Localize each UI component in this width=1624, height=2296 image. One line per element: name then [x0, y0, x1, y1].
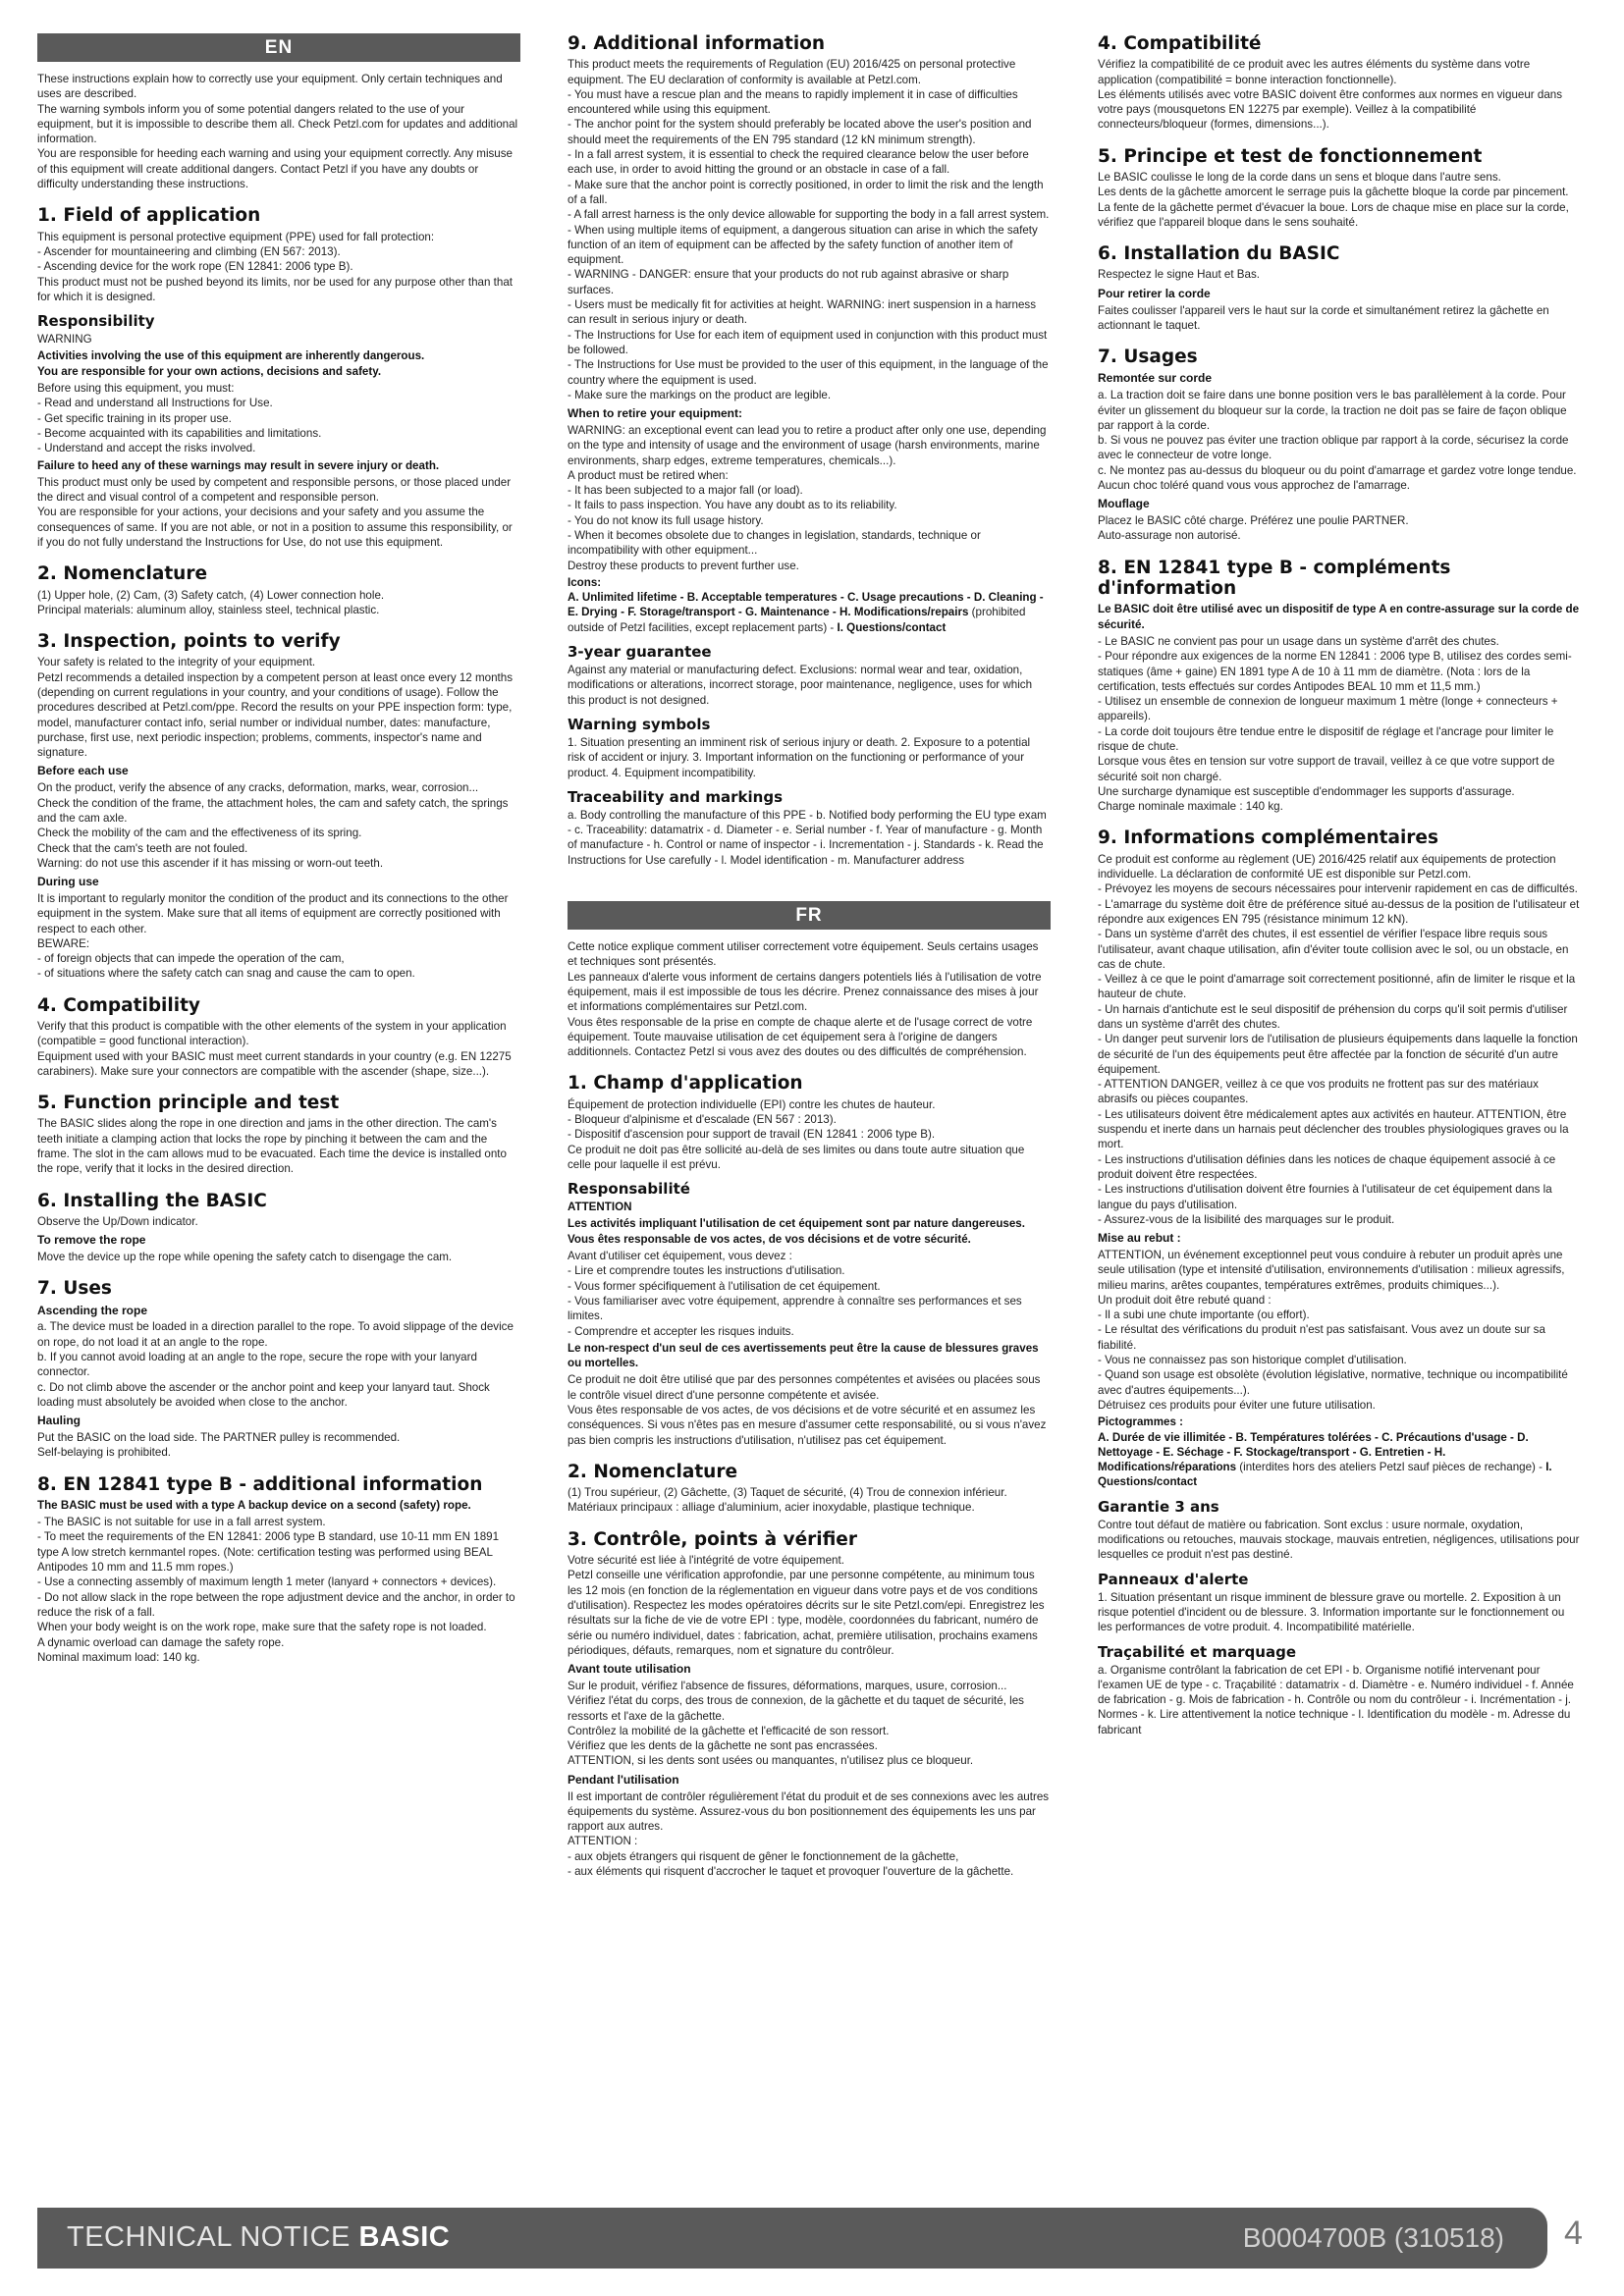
footer-bar: [37, 2208, 1547, 2269]
fr-section-9-title: 9. Informations complémentaires: [1098, 828, 1438, 849]
en-section-4-title: 4. Compatibility: [37, 994, 200, 1016]
fr-hauling-text: Placez le BASIC côté charge. Préférez une poulie PARTNER. Auto-assurage non autorisé.: [1098, 514, 1409, 543]
en-responsibility-text: Before using this equipment, you must: - Read and understand all Instructions for Use. - Get specific training in its proper use. - Become acquainted with its capabilities and limitations. - Understand and accept the risks involved.: [37, 382, 322, 455]
fr-section-6-text: Respectez le signe Haut et Bas.: [1098, 268, 1260, 282]
en-section-5-title: 5. Function principle and test: [37, 1093, 340, 1114]
language-bar-en: EN: [37, 33, 520, 62]
fr-warning-symbols-title: Panneaux d'alerte: [1098, 1570, 1249, 1588]
en-section-7-title: 7. Uses: [37, 1278, 112, 1300]
fr-responsibility-text-2: Ce produit ne doit être utilisé que par des personnes compétentes et avisées ou placées sous le contrôle visuel direct d'une personne compétente et avisée. Vous êtes responsable de vos actes, de vos décisions et de votre sécurité et en assumez les conséquences. Si vous n'êtes pas en mesure d'assumer cette responsabilité, ou si vous n'avez pas bien compris les instructions d'utilisation, n'utilisez pas cet équipement.: [568, 1373, 1047, 1447]
fr-guarantee-text: Contre tout défaut de matière ou fabrication. Sont exclus : usure normale, oxydation, modifications ou retouches, mauvais stockage, mauvais entretien, négligences, utilisations pour lesquelles ce produit n'est pas destiné.: [1098, 1518, 1580, 1562]
en-responsibility-title: Responsibility: [37, 312, 155, 331]
fr-responsibility-bold-2: Le non-respect d'un seul de ces avertissements peut être la cause de blessures graves ou mortelles.: [568, 1341, 1039, 1370]
en-section-3-text: Your safety is related to the integrity of your equipment. Petzl recommends a detailed inspection by a competent person at least once every 12 months (depending on current regulations in your country, and your conditions of usage). Follow the procedures described at Petzl.com/ppe. Record the results on your PPE inspection form: type, model, manufacturer contact info, serial number or individual number, dates: manufacture, purchase, first use, next periodic inspection; problems, comments, inspector's name and signature.: [37, 656, 513, 760]
fr-before-use-title: Avant toute utilisation: [568, 1662, 691, 1677]
fr-section-6-title: 6. Installation du BASIC: [1098, 243, 1340, 265]
document-code: B0004700B (310518): [1242, 2222, 1504, 2253]
en-remove-rope-title: To remove the rope: [37, 1233, 146, 1248]
fr-responsibility-bold: Les activités impliquant l'utilisation de cet équipement sont par nature dangereuses. Vous êtes responsable de vos actes, de vos décisions et de votre sécurité.: [568, 1217, 1025, 1246]
fr-ascending-title: Remontée sur corde: [1098, 371, 1213, 386]
fr-section-9-text: Ce produit est conforme au règlement (UE) 2016/425 relatif aux équipements de protection individuelle. La déclaration de conformité UE est disponible sur Petzl.com. - Prévoyez les moyens de secours nécessaires pour intervenir rapidement en cas de difficultés. - L'amarrage du système doit être de préférence situé au-dessus de la position de l'utilisateur et répondre aux exigences EN 795 (résistance minimum 12 kN). - Dans un système d'arrêt des chutes, il est essentiel de vérifier l'espace libre requis sous l'utilisateur, avant chaque utilisation, afin d'éviter toute collision avec le sol, ou un obstacle, en cas de chute. - Veillez à ce que le point d'amarrage soit correctement positionné, afin de limiter le risque et la hauteur de chute. - Un harnais d'antichute est le seul dispositif de préhension du corps qu'il soit permis d'utiliser dans un système d'arrêt des chutes. - Un danger peut survenir lors de l'utilisation de plusieurs équipements dans laquelle la fonction de sécurité de l'un des équipements peut être affectée par la fonction de sécurité d'un autre équipement. - ATTENTION DANGER, veillez à ce que vos produits ne frottent pas sur des matériaux abrasifs ou pièces coupantes. - Les utilisateurs doivent être médicalement aptes aux activités en hauteur. ATTENTION, être suspendu et inerte dans un harnais peut déclencher des troubles physiologiques graves ou la mort. - Les instructions d'utilisation définies dans les notices de chaque équipement associé à ce produit doivent être respectées. - Les instructions d'utilisation doivent être fournies à l'utilisateur de cet équipement dans la langue du pays d'utilisation. - Assurez-vous de la lisibilité des marquages sur le produit.: [1098, 852, 1580, 1226]
fr-ascending-text: a. La traction doit se faire dans une bonne position vers le bas parallèlement à la corde. Pour éviter un glissement du bloqueur sur la corde, la traction ne doit pas se faire de façon oblique par rapport à la corde. b. Si vous ne pouvez pas éviter une traction oblique par rapport à la corde, sécurisez la corde avec le connecteur de votre longe. c. Ne montez pas au-dessus du bloqueur ou du point d'amarrage et gardez votre longe tendue. Aucun choc toléré quand vous vous approchez de l'amarrage.: [1098, 389, 1577, 493]
fr-section-2-title: 2. Nomenclature: [568, 1461, 738, 1482]
footer-title: TECHNICAL NOTICE BASIC: [67, 2221, 451, 2253]
fr-before-use-text: Sur le produit, vérifiez l'absence de fissures, déformations, marques, usure, corrosion... Vérifiez l'état du corps, des trous de connexion, de la gâchette et du taquet de sécurité, les ressorts et l'axe de la gâchette. Contrôlez la mobilité de la gâchette et l'efficacité de son ressort. Vérifiez que les dents de la gâchette ne sont pas encrassées. ATTENTION, si les dents sont usées ou manquantes, n'utilisez plus ce bloqueur.: [568, 1679, 1024, 1768]
column-2: [568, 33, 1051, 1881]
en-section-1-title: 1. Field of application: [37, 205, 261, 227]
en-warning-symbols-text: 1. Situation presenting an imminent risk of serious injury or death. 2. Exposure to a potential risk of accident or injury. 3. Important information on the functioning or performance of your product. 4. Equipment incompatibility.: [568, 735, 1031, 779]
en-traceability-text: a. Body controlling the manufacture of this PPE - b. Notified body performing the EU type exam - c. Traceability: datamatrix - d. Diameter - e. Serial number - f. Year of manufacture - g. Month of manufacture - h. Control or name of inspector - i. Incrementation - j. Standards - k. Read the Instructions for Use carefully - l. Model identification - m. Manufacturer address: [568, 808, 1047, 867]
fr-section-5-title: 5. Principe et test de fonctionnement: [1098, 145, 1483, 167]
fr-traceability-text: a. Organisme contrôlant la fabrication de cet EPI - b. Organisme notifié intervenant pour l'examen UE de type - c. Traçabilité : datamatrix - d. Diamètre - e. Numéro individuel - f. Année de fabrication - g. Mois de fabrication - h. Contrôle ou nom du contrôleur - i. Incrémentation - j. Normes - k. Lire attentivement la notice technique - l. Identification du modèle - m. Adresse du fabricant: [1098, 1663, 1574, 1736]
en-ascending-title: Ascending the rope: [37, 1303, 148, 1317]
fr-section-2-text: (1) Trou supérieur, (2) Gâchette, (3) Taquet de sécurité, (4) Trou de connexion inférieur. Matériaux principaux : alliage d'aluminium, acier inoxydable, plastique technique.: [568, 1486, 1007, 1515]
en-section-4-text: Verify that this product is compatible with the other elements of the system in your application (compatible = good functional interaction). Equipment used with your BASIC must meet current standards in your country (e.g. EN 12275 carabiners). Make sure your connectors are compatible with the ascender (shape, size...).: [37, 1019, 512, 1078]
column-1: [37, 33, 520, 1667]
en-retire-text: WARNING: an exceptional event can lead you to retire a product after only one use, depending on the type and intensity of usage and the environment of usage (harsh environments, marine environments, sharp edges, extreme temperatures, chemicals...). A product must be retired when: - It has been subjected to a major fall (or load). - It fails to pass inspection. You have any doubt as to its reliability. - You do not know its full usage history. - When it becomes obsolete due to changes in legislation, standards, technique or incompatibility with other equipment... Destroy these products to prevent further use.: [568, 423, 1047, 572]
column-3: [1098, 33, 1581, 1739]
en-before-use-text: On the product, verify the absence of any cracks, deformation, marks, wear, corrosion... Check the condition of the frame, the attachment holes, the cam and safety catch, the springs and the cam axle. Check the mobility of the cam and the effectiveness of its spring. Check that the cam's teeth are not fouled. Warning: do not use this ascender if it has missing or worn-out teeth.: [37, 781, 509, 870]
fr-remove-rope-title: Pour retirer la corde: [1098, 286, 1211, 300]
en-section-8-title: 8. EN 12841 type B - additional information: [37, 1473, 483, 1495]
fr-section-4-text: Vérifiez la compatibilité de ce produit avec les autres éléments du système dans votre application (compatibilité = bonne interaction fonctionnelle). Les éléments utilisés avec votre BASIC doivent être conformes aux normes en vigueur dans votre pays (mousquetons EN 12275 par exemple). Veillez à la compatibilité connecteurs/bloqueur (formes, dimensions...).: [1098, 58, 1563, 132]
fr-guarantee-title: Garantie 3 ans: [1098, 1497, 1219, 1516]
en-hauling-text: Put the BASIC on the load side. The PARTNER pulley is recommended. Self-belaying is prohibited.: [37, 1431, 401, 1460]
fr-icons-legend: Pictogrammes : A. Durée de vie illimitée - B. Températures tolérées - C. Précautions d'usage - D. Nettoyage - E. Séchage - F. Stockage/transport - G. Entretien - H. Modifications/réparations (interdites hors des ateliers Petzl sauf pièces de rechange) - I. Questions/contact: [1098, 1415, 1552, 1489]
en-section-8-bold: The BASIC must be used with a type A backup device on a second (safety) rope.: [37, 1498, 471, 1512]
fr-section-1-text: Équipement de protection individuelle (EPI) contre les chutes de hauteur. - Bloqueur d'alpinisme et d'escalade (EN 567 : 2013). - Dispositif d'ascension pour support de travail (EN 12841 : 2006 type B). Ce produit ne doit pas être sollicité au-delà de ses limites ou dans toute autre situation que celle pour laquelle il est prévu.: [568, 1097, 1025, 1171]
en-during-use-title: During use: [37, 875, 99, 889]
fr-section-8-title: 8. EN 12841 type B - compléments d'information: [1098, 557, 1451, 600]
en-section-1-text: This equipment is personal protective equipment (PPE) used for fall protection: - Ascender for mountaineering and climbing (EN 567: 2013). - Ascending device for the work rope (EN 12841: 2006 type B). This product must not be pushed beyond its limits, nor be used for any purpose other than that for which it is designed.: [37, 230, 513, 303]
en-responsibility-bold: Activities involving the use of this equipment are inherently dangerous. You are responsible for your own actions, decisions and safety.: [37, 349, 425, 378]
fr-intro: Cette notice explique comment utiliser correctement votre équipement. Seuls certains usages et techniques sont présentés. Les panneaux d'alerte vous informent de certains dangers potentiels liés à l'utilisation de votre équipement, mais il est impossible de tous les décrire. Prenez connaissance des mises à jour et informations complémentaires sur Petzl.com. Vous êtes responsable de la prise en compte de chaque alerte et de l'usage correct de votre équipement. Toute mauvaise utilisation de cet équipement sera à l'origine de dangers additionnels. Contactez Petzl si vous avez des doutes ou des difficultés de compréhension.: [568, 940, 1042, 1059]
fr-hauling-title: Mouflage: [1098, 497, 1150, 511]
en-section-9-title: 9. Additional information: [568, 33, 826, 54]
en-section-6-title: 6. Installing the BASIC: [37, 1190, 267, 1211]
fr-remove-rope-text: Faites coulisser l'appareil vers le haut sur la corde et simultanément retirez la gâchette en actionnant le taquet.: [1098, 303, 1549, 332]
fr-section-1-title: 1. Champ d'application: [568, 1073, 803, 1095]
en-responsibility-bold-2: Failure to heed any of these warnings may result in severe injury or death.: [37, 458, 440, 472]
fr-retire-text: ATTENTION, un événement exceptionnel peut vous conduire à rebuter un produit après une seule utilisation (type et intensité d'utilisation, environnements d'utilisation : milieux agressifs, milieu marins, arêtes coupantes, températures extrêmes, produits chimiques...). Un produit doit être rebuté quand : - Il a subi une chute importante (ou effort). - Le résultat des vérifications du produit n'est pas satisfaisant. Vous avez un doute sur sa fiabilité. - Vous ne connaissez pas son historique complet d'utilisation. - Quand son usage est obsolète (évolution législative, normative, technique ou incompatibilité avec d'autres équipements...). Détruisez ces produits pour éviter une future utilisation.: [1098, 1248, 1568, 1412]
fr-warning-symbols-text: 1. Situation présentant un risque imminent de blessure grave ou mortelle. 2. Exposition à un risque potentiel d'incident ou de blessure. 3. Information importante sur le fonctionnement ou les performances de votre produit. 4. Incompatibilité matérielle.: [1098, 1590, 1565, 1634]
fr-retire-title: Mise au rebut :: [1098, 1231, 1181, 1246]
en-remove-rope-text: Move the device up the rope while opening the safety catch to disengage the cam.: [37, 1251, 453, 1263]
en-hauling-title: Hauling: [37, 1414, 81, 1428]
en-guarantee-text: Against any material or manufacturing defect. Exclusions: normal wear and tear, oxidation, modifications or alterations, incorrect storage, poor maintenance, negligence, uses for which this product is not designed.: [568, 664, 1033, 707]
fr-section-8-bold: Le BASIC doit être utilisé avec un dispositif de type A en contre-assurage sur la corde de sécurité.: [1098, 603, 1580, 631]
en-ascending-text: a. The device must be loaded in a direction parallel to the rope. To avoid slippage of the device on rope, do not load it at an angle to the rope. b. If you cannot avoid loading at an angle to the rope, secure the rope with your lanyard connector. c. Do not climb above the ascender or the anchor point and keep your lanyard taut. Shock loading must absolutely be avoided when close to the anchor.: [37, 1320, 514, 1409]
en-section-2-title: 2. Nomenclature: [37, 563, 208, 585]
en-responsibility-warning: WARNING: [37, 333, 92, 347]
fr-section-3-title: 3. Contrôle, points à vérifier: [568, 1528, 857, 1550]
fr-section-7-title: 7. Usages: [1098, 347, 1198, 368]
en-section-9-text: This product meets the requirements of Regulation (EU) 2016/425 on personal protective equipment. The EU declaration of conformity is available at Petzl.com. - You must have a rescue plan and the means to rapidly implement it in case of difficulties encountered while using this equipment. - The anchor point for the system should preferably be located above the user's position and should meet the requirements of the EN 795 standard (12 kN minimum strength). - In a fall arrest system, it is essential to check the required clearance below the user before each use, in order to avoid hitting the ground or an obstacle in case of a fall. - Make sure that the anchor point is correctly positioned, in order to limit the risk and the length of a fall. - A fall arrest harness is the only device allowable for supporting the body in a fall arrest system. - When using multiple items of equipment, a dangerous situation can arise in which the safety function of an item of equipment can be affected by the safety function of another item of equipment. - WARNING - DANGER: ensure that your products do not rub against abrasive or sharp surfaces. - Users must be medically fit for activities at height. WARNING: inert suspension in a harness can result in serious injury or death. - The Instructions for Use for each item of equipment used in conjunction with this product must be followed. - The Instructions for Use must be provided to the user of this equipment, in the language of the country where the equipment is used. - Make sure the markings on the product are legible.: [568, 58, 1050, 401]
en-section-2-text: (1) Upper hole, (2) Cam, (3) Safety catch, (4) Lower connection hole. Principal materials: aluminum alloy, stainless steel, technical plastic.: [37, 588, 385, 616]
en-before-use-title: Before each use: [37, 764, 129, 778]
fr-section-4-title: 4. Compatibilité: [1098, 33, 1262, 54]
en-section-5-text: The BASIC slides along the rope in one direction and jams in the other direction. The cam's teeth initiate a clamping action that locks the rope by pinching it between the cam and the frame. The slot in the cam allows mud to be evacuated. Each time the device is installed onto the rope, verify that it locks in the desired direction.: [37, 1117, 507, 1176]
fr-responsibility-warning: ATTENTION: [568, 1201, 632, 1214]
fr-section-3-text: Votre sécurité est liée à l'intégrité de votre équipement. Petzl conseille une vérification approfondie, par une personne compétente, au minimum tous les 12 mois (en fonction de la réglementation en vigueur dans votre pays et de vos conditions d'utilisation). Respectez les modes opératoires décrits sur le site Petzl.com/epi. Enregistrez les résultats sur la fiche de vie de votre EPI : type, modèle, coordonnées du fabricant, numéro de série ou numéro individuel, dates : fabrication, achat, première utilisation, prochains examens périodiques, défauts, remarques, nom et signature du contrôleur.: [568, 1554, 1045, 1657]
en-section-3-title: 3. Inspection, points to verify: [37, 631, 341, 653]
en-section-6-text: Observe the Up/Down indicator.: [37, 1214, 198, 1228]
fr-during-use-title: Pendant l'utilisation: [568, 1772, 679, 1787]
fr-responsibility-title: Responsabilité: [568, 1180, 690, 1199]
fr-section-5-text: Le BASIC coulisse le long de la corde dans un sens et bloque dans l'autre sens. Les dents de la gâchette amorcent le serrage puis la gâchette bloque la corde par pincement. La fente de la gâchette permet d'évacuer la boue. Lors de chaque mise en place sur la corde, vérifiez que l'appareil bloque dans le sens souhaité.: [1098, 171, 1569, 229]
en-during-use-text: It is important to regularly monitor the condition of the product and its connections to the other equipment in the system. Make sure that all items of equipment are correctly positioned with respect to each other. BEWARE: - of foreign objects that can impede the operation of the cam, - of situations where the safety catch can snag and cause the cam to open.: [37, 891, 509, 981]
en-warning-symbols-title: Warning symbols: [568, 715, 711, 733]
fr-during-use-text: Il est important de contrôler régulièrement l'état du produit et de ses connexions avec les autres équipements du système. Assurez-vous du bon positionnement des équipements les uns par rapport aux autres. ATTENTION : - aux objets étrangers qui risquent de gêner le fonctionnement de la gâchette, - aux éléments qui risquent d'accrocher le taquet et provoquer l'ouverture de la gâchette.: [568, 1789, 1050, 1879]
en-intro: These instructions explain how to correctly use your equipment. Only certain techniques and uses are described. The warning symbols inform you of some potential dangers related to the use of your equipment, but it is impossible to describe them all. Check Petzl.com for updates and additional information. You are responsible for heeding each warning and using your equipment correctly. Any misuse of this equipment will create additional dangers. Contact Petzl if you have any doubts or difficulty understanding these instructions.: [37, 73, 518, 191]
en-guarantee-title: 3-year guarantee: [568, 643, 712, 662]
en-section-8-text: - The BASIC is not suitable for use in a fall arrest system. - To meet the requirements of the EN 12841: 2006 type B standard, use 10-11 mm EN 1891 type A low stretch kernmantel ropes. (Note: certification testing was performed using BEAL Antipodes 10 mm and 11.5 mm ropes.) - Use a connecting assembly of maximum length 1 meter (lanyard + connectors + devices). - Do not allow slack in the rope between the rope adjustment device and the anchor, in order to reduce the risk of a fall. When your body weight is on the work rope, make sure that the safety rope is not loaded. A dynamic overload can damage the safety rope. Nominal maximum load: 140 kg.: [37, 1516, 515, 1664]
en-traceability-title: Traceability and markings: [568, 787, 783, 806]
en-retire-title: When to retire your equipment:: [568, 406, 743, 421]
language-bar-fr: FR: [568, 901, 1051, 930]
en-icons-legend: Icons: A. Unlimited lifetime - B. Acceptable temperatures - C. Usage precautions - D. Cleaning - E. Drying - F. Storage/transport - G. Maintenance - H. Modifications/repairs (prohibited outside of Petzl facilities, except replacement parts) - I. Questions/contact: [568, 575, 1044, 634]
fr-section-8-text: - Le BASIC ne convient pas pour un usage dans un système d'arrêt des chutes. - Pour répondre aux exigences de la norme EN 12841 : 2006 type B, utilisez des cordes semi-statiques (âme + gaine) EN 1891 type A de 10 à 11 mm de diamètre. (Nota : lors de la certification, tests effectués sur cordes Antipodes BEAL 10 mm et 11,5 mm.) - Utilisez un ensemble de connexion de longueur maximum 1 mètre (longe + connecteurs + appareils). - La corde doit toujours être tendue entre le dispositif de réglage et l'ancrage pour limiter le risque de chute. Lorsque vous êtes en tension sur votre support de travail, veillez à ce que votre support de sécurité soit non chargé. Une surcharge dynamique est susceptible d'endommager les supports d'assurage. Charge nominale maximale : 140 kg.: [1098, 634, 1572, 814]
fr-responsibility-text: Avant d'utiliser cet équipement, vous devez : - Lire et comprendre toutes les instructions d'utilisation. - Vous former spécifiquement à l'utilisation de cet équipement. - Vous familiariser avec votre équipement, apprendre à connaître ses performances et ses limites. - Comprendre et accepter les risques induits.: [568, 1250, 1022, 1338]
fr-traceability-title: Traçabilité et marquage: [1098, 1642, 1297, 1661]
en-responsibility-text-2: This product must only be used by competent and responsible persons, or those placed under the direct and visual control of a competent and responsible person. You are responsible for your actions, your decisions and your safety and you assume the consequences of same. If you are not able, or not in a position to assume this responsibility, or if you do not fully understand the Instructions for Use, do not use this equipment.: [37, 475, 513, 549]
page-number: 4: [1564, 2215, 1583, 2252]
